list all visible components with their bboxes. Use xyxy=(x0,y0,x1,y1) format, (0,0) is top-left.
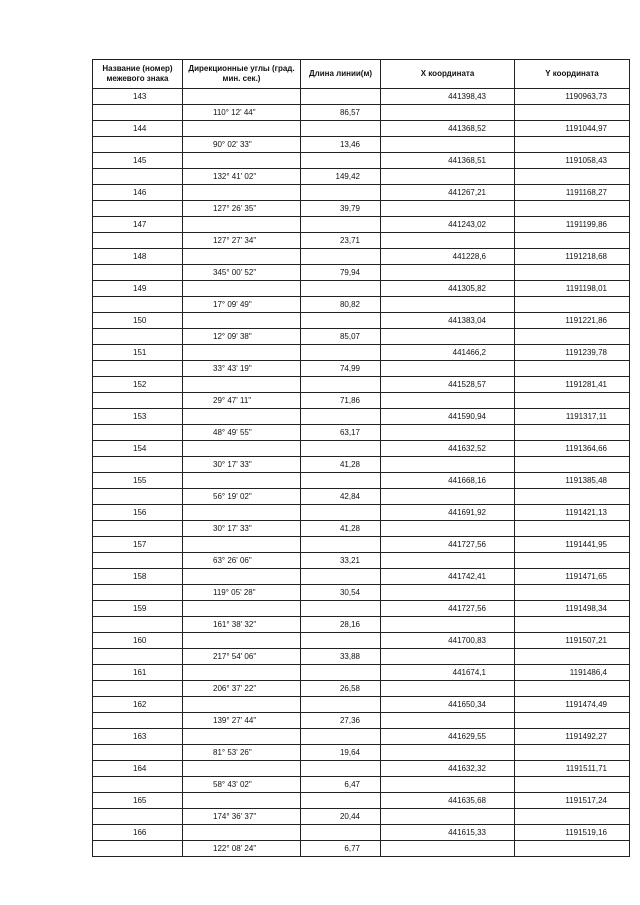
table-row xyxy=(93,713,630,729)
empty-cell xyxy=(183,729,301,745)
header-name: Название (номер) межевого знака xyxy=(93,60,183,89)
empty-cell xyxy=(301,377,381,393)
x-coordinate: 441383,04 xyxy=(381,313,515,329)
empty-cell xyxy=(183,281,301,297)
table-row xyxy=(93,137,630,153)
empty-cell xyxy=(301,601,381,617)
empty-cell xyxy=(515,169,630,185)
direction-angle: 33° 43' 19" xyxy=(183,361,301,377)
empty-cell xyxy=(183,793,301,809)
table-row xyxy=(93,313,630,329)
table-row xyxy=(93,265,630,281)
empty-cell xyxy=(515,841,630,857)
line-length: 33,88 xyxy=(301,649,381,665)
empty-cell xyxy=(381,137,515,153)
empty-cell xyxy=(183,217,301,233)
table-row xyxy=(93,201,630,217)
empty-cell xyxy=(301,473,381,489)
table-body xyxy=(93,89,630,857)
point-name: 163 xyxy=(93,729,183,745)
x-coordinate: 441243,02 xyxy=(381,217,515,233)
empty-cell xyxy=(183,505,301,521)
empty-cell xyxy=(381,233,515,249)
empty-cell xyxy=(93,297,183,313)
table-row xyxy=(93,537,630,553)
empty-cell xyxy=(515,329,630,345)
empty-cell xyxy=(515,137,630,153)
empty-cell xyxy=(93,809,183,825)
y-coordinate: 1191239,78 xyxy=(515,345,630,361)
direction-angle: 127° 27' 34" xyxy=(183,233,301,249)
empty-cell xyxy=(183,409,301,425)
empty-cell xyxy=(93,457,183,473)
empty-cell xyxy=(93,137,183,153)
x-coordinate: 441398,43 xyxy=(381,89,515,105)
direction-angle: 345° 00' 52" xyxy=(183,265,301,281)
empty-cell xyxy=(93,265,183,281)
point-name: 159 xyxy=(93,601,183,617)
empty-cell xyxy=(183,89,301,105)
direction-angle: 110° 12' 44" xyxy=(183,105,301,121)
empty-cell xyxy=(381,713,515,729)
line-length: 23,71 xyxy=(301,233,381,249)
empty-cell xyxy=(93,521,183,537)
line-length: 149,42 xyxy=(301,169,381,185)
empty-cell xyxy=(93,329,183,345)
table-row xyxy=(93,793,630,809)
direction-angle: 139° 27' 44" xyxy=(183,713,301,729)
line-length: 63,17 xyxy=(301,425,381,441)
x-coordinate: 441466,2 xyxy=(381,345,515,361)
table-row xyxy=(93,649,630,665)
table-row xyxy=(93,457,630,473)
table-row xyxy=(93,329,630,345)
table-row xyxy=(93,841,630,857)
table-row xyxy=(93,809,630,825)
y-coordinate: 1191044,97 xyxy=(515,121,630,137)
table-row xyxy=(93,425,630,441)
empty-cell xyxy=(183,473,301,489)
point-name: 165 xyxy=(93,793,183,809)
y-coordinate: 1191364,66 xyxy=(515,441,630,457)
table-row xyxy=(93,105,630,121)
empty-cell xyxy=(301,505,381,521)
empty-cell xyxy=(301,729,381,745)
empty-cell xyxy=(381,329,515,345)
empty-cell xyxy=(301,153,381,169)
x-coordinate: 441700,83 xyxy=(381,633,515,649)
line-length: 42,84 xyxy=(301,489,381,505)
table-row xyxy=(93,553,630,569)
empty-cell xyxy=(381,585,515,601)
empty-cell xyxy=(381,809,515,825)
empty-cell xyxy=(301,345,381,361)
empty-cell xyxy=(515,649,630,665)
empty-cell xyxy=(515,553,630,569)
table-row xyxy=(93,473,630,489)
table-row xyxy=(93,665,630,681)
point-name: 161 xyxy=(93,665,183,681)
table-row xyxy=(93,409,630,425)
line-length: 26,58 xyxy=(301,681,381,697)
y-coordinate: 1191317,11 xyxy=(515,409,630,425)
empty-cell xyxy=(183,153,301,169)
empty-cell xyxy=(515,681,630,697)
boundary-coordinates-table xyxy=(92,59,630,857)
direction-angle: 30° 17' 33" xyxy=(183,457,301,473)
point-name: 149 xyxy=(93,281,183,297)
empty-cell xyxy=(515,233,630,249)
table-row xyxy=(93,249,630,265)
empty-cell xyxy=(381,169,515,185)
y-coordinate: 1191281,41 xyxy=(515,377,630,393)
x-coordinate: 441668,16 xyxy=(381,473,515,489)
empty-cell xyxy=(381,649,515,665)
empty-cell xyxy=(93,361,183,377)
point-name: 156 xyxy=(93,505,183,521)
y-coordinate: 1191385,48 xyxy=(515,473,630,489)
line-length: 6,77 xyxy=(301,841,381,857)
empty-cell xyxy=(183,665,301,681)
empty-cell xyxy=(93,425,183,441)
empty-cell xyxy=(183,601,301,617)
empty-cell xyxy=(301,793,381,809)
direction-angle: 119° 05' 28" xyxy=(183,585,301,601)
table-row xyxy=(93,169,630,185)
line-length: 80,82 xyxy=(301,297,381,313)
empty-cell xyxy=(183,185,301,201)
empty-cell xyxy=(381,361,515,377)
empty-cell xyxy=(381,841,515,857)
empty-cell xyxy=(515,713,630,729)
direction-angle: 90° 02' 33" xyxy=(183,137,301,153)
empty-cell xyxy=(381,201,515,217)
empty-cell xyxy=(515,361,630,377)
x-coordinate: 441528,57 xyxy=(381,377,515,393)
y-coordinate: 1190963,73 xyxy=(515,89,630,105)
empty-cell xyxy=(183,537,301,553)
line-length: 13,46 xyxy=(301,137,381,153)
empty-cell xyxy=(301,121,381,137)
empty-cell xyxy=(301,537,381,553)
empty-cell xyxy=(515,297,630,313)
empty-cell xyxy=(301,697,381,713)
y-coordinate: 1191421,13 xyxy=(515,505,630,521)
point-name: 144 xyxy=(93,121,183,137)
line-length: 30,54 xyxy=(301,585,381,601)
empty-cell xyxy=(93,393,183,409)
table-row xyxy=(93,777,630,793)
coordinates-sheet xyxy=(92,59,629,853)
empty-cell xyxy=(93,649,183,665)
empty-cell xyxy=(183,569,301,585)
direction-angle: 56° 19' 02" xyxy=(183,489,301,505)
x-coordinate: 441632,52 xyxy=(381,441,515,457)
point-name: 160 xyxy=(93,633,183,649)
empty-cell xyxy=(381,393,515,409)
empty-cell xyxy=(301,409,381,425)
table-row xyxy=(93,441,630,457)
empty-cell xyxy=(183,249,301,265)
table-row xyxy=(93,585,630,601)
line-length: 19,64 xyxy=(301,745,381,761)
table-header-row xyxy=(93,60,630,89)
y-coordinate: 1191511,71 xyxy=(515,761,630,777)
y-coordinate: 1191517,24 xyxy=(515,793,630,809)
empty-cell xyxy=(301,185,381,201)
empty-cell xyxy=(381,745,515,761)
direction-angle: 63° 26' 06" xyxy=(183,553,301,569)
empty-cell xyxy=(381,297,515,313)
empty-cell xyxy=(381,489,515,505)
empty-cell xyxy=(515,105,630,121)
x-coordinate: 441635,68 xyxy=(381,793,515,809)
point-name: 146 xyxy=(93,185,183,201)
empty-cell xyxy=(381,105,515,121)
x-coordinate: 441629,55 xyxy=(381,729,515,745)
empty-cell xyxy=(301,249,381,265)
empty-cell xyxy=(93,233,183,249)
empty-cell xyxy=(93,169,183,185)
x-coordinate: 441727,56 xyxy=(381,537,515,553)
y-coordinate: 1191486,4 xyxy=(515,665,630,681)
point-name: 147 xyxy=(93,217,183,233)
line-length: 28,16 xyxy=(301,617,381,633)
header-y: Y координата xyxy=(515,60,630,89)
y-coordinate: 1191168,27 xyxy=(515,185,630,201)
direction-angle: 30° 17' 33" xyxy=(183,521,301,537)
empty-cell xyxy=(381,617,515,633)
x-coordinate: 441590,94 xyxy=(381,409,515,425)
header-angles: Дирекционные углы (град. мин. сек.) xyxy=(183,60,301,89)
empty-cell xyxy=(301,569,381,585)
empty-cell xyxy=(183,761,301,777)
y-coordinate: 1191198,01 xyxy=(515,281,630,297)
table-row xyxy=(93,377,630,393)
empty-cell xyxy=(515,201,630,217)
line-length: 27,36 xyxy=(301,713,381,729)
empty-cell xyxy=(301,217,381,233)
point-name: 150 xyxy=(93,313,183,329)
empty-cell xyxy=(183,697,301,713)
empty-cell xyxy=(93,841,183,857)
empty-cell xyxy=(301,665,381,681)
empty-cell xyxy=(183,441,301,457)
empty-cell xyxy=(381,521,515,537)
empty-cell xyxy=(515,745,630,761)
table-row xyxy=(93,233,630,249)
direction-angle: 132° 41' 02" xyxy=(183,169,301,185)
empty-cell xyxy=(381,553,515,569)
table-row xyxy=(93,281,630,297)
empty-cell xyxy=(183,633,301,649)
empty-cell xyxy=(93,585,183,601)
table-row xyxy=(93,505,630,521)
table-row xyxy=(93,89,630,105)
empty-cell xyxy=(515,265,630,281)
y-coordinate: 1191519,16 xyxy=(515,825,630,841)
empty-cell xyxy=(381,265,515,281)
header-x: X координата xyxy=(381,60,515,89)
x-coordinate: 441368,51 xyxy=(381,153,515,169)
line-length: 41,28 xyxy=(301,521,381,537)
line-length: 6,47 xyxy=(301,777,381,793)
x-coordinate: 441691,92 xyxy=(381,505,515,521)
empty-cell xyxy=(301,89,381,105)
y-coordinate: 1191221,86 xyxy=(515,313,630,329)
empty-cell xyxy=(515,521,630,537)
table-row xyxy=(93,345,630,361)
empty-cell xyxy=(301,441,381,457)
table-row xyxy=(93,153,630,169)
empty-cell xyxy=(93,553,183,569)
direction-angle: 29° 47' 11" xyxy=(183,393,301,409)
point-name: 151 xyxy=(93,345,183,361)
line-length: 20,44 xyxy=(301,809,381,825)
point-name: 162 xyxy=(93,697,183,713)
line-length: 74,99 xyxy=(301,361,381,377)
point-name: 145 xyxy=(93,153,183,169)
x-coordinate: 441228,6 xyxy=(381,249,515,265)
empty-cell xyxy=(183,825,301,841)
direction-angle: 81° 53' 26" xyxy=(183,745,301,761)
empty-cell xyxy=(515,585,630,601)
empty-cell xyxy=(301,761,381,777)
empty-cell xyxy=(301,825,381,841)
y-coordinate: 1191058,43 xyxy=(515,153,630,169)
direction-angle: 12° 09' 38" xyxy=(183,329,301,345)
x-coordinate: 441674,1 xyxy=(381,665,515,681)
x-coordinate: 441615,33 xyxy=(381,825,515,841)
empty-cell xyxy=(93,777,183,793)
empty-cell xyxy=(93,201,183,217)
y-coordinate: 1191498,34 xyxy=(515,601,630,617)
table-row xyxy=(93,217,630,233)
empty-cell xyxy=(515,425,630,441)
direction-angle: 122° 08' 24" xyxy=(183,841,301,857)
table-row xyxy=(93,633,630,649)
empty-cell xyxy=(93,713,183,729)
empty-cell xyxy=(93,105,183,121)
direction-angle: 174° 36' 37" xyxy=(183,809,301,825)
direction-angle: 48° 49' 55" xyxy=(183,425,301,441)
table-row xyxy=(93,617,630,633)
direction-angle: 127° 26' 35" xyxy=(183,201,301,217)
empty-cell xyxy=(515,617,630,633)
x-coordinate: 441727,56 xyxy=(381,601,515,617)
table-row xyxy=(93,697,630,713)
empty-cell xyxy=(381,457,515,473)
table-row xyxy=(93,761,630,777)
x-coordinate: 441368,52 xyxy=(381,121,515,137)
table-row xyxy=(93,825,630,841)
table-row xyxy=(93,489,630,505)
point-name: 143 xyxy=(93,89,183,105)
table-row xyxy=(93,681,630,697)
empty-cell xyxy=(93,617,183,633)
direction-angle: 217° 54' 06" xyxy=(183,649,301,665)
empty-cell xyxy=(381,425,515,441)
line-length: 86,57 xyxy=(301,105,381,121)
empty-cell xyxy=(381,681,515,697)
point-name: 164 xyxy=(93,761,183,777)
y-coordinate: 1191492,27 xyxy=(515,729,630,745)
y-coordinate: 1191218,68 xyxy=(515,249,630,265)
empty-cell xyxy=(183,313,301,329)
empty-cell xyxy=(301,633,381,649)
direction-angle: 17° 09' 49" xyxy=(183,297,301,313)
table-row xyxy=(93,393,630,409)
empty-cell xyxy=(183,377,301,393)
line-length: 39,79 xyxy=(301,201,381,217)
table-row xyxy=(93,297,630,313)
x-coordinate: 441305,82 xyxy=(381,281,515,297)
x-coordinate: 441742,41 xyxy=(381,569,515,585)
table-row xyxy=(93,569,630,585)
point-name: 158 xyxy=(93,569,183,585)
empty-cell xyxy=(515,777,630,793)
y-coordinate: 1191441,95 xyxy=(515,537,630,553)
y-coordinate: 1191474,49 xyxy=(515,697,630,713)
direction-angle: 161° 38' 32" xyxy=(183,617,301,633)
point-name: 153 xyxy=(93,409,183,425)
empty-cell xyxy=(515,393,630,409)
table-row xyxy=(93,361,630,377)
x-coordinate: 441267,21 xyxy=(381,185,515,201)
point-name: 155 xyxy=(93,473,183,489)
line-length: 85,07 xyxy=(301,329,381,345)
table-row xyxy=(93,745,630,761)
empty-cell xyxy=(93,681,183,697)
y-coordinate: 1191471,65 xyxy=(515,569,630,585)
empty-cell xyxy=(183,121,301,137)
x-coordinate: 441632,32 xyxy=(381,761,515,777)
empty-cell xyxy=(515,489,630,505)
point-name: 166 xyxy=(93,825,183,841)
point-name: 154 xyxy=(93,441,183,457)
empty-cell xyxy=(93,745,183,761)
point-name: 148 xyxy=(93,249,183,265)
x-coordinate: 441650,34 xyxy=(381,697,515,713)
direction-angle: 206° 37' 22" xyxy=(183,681,301,697)
empty-cell xyxy=(301,281,381,297)
empty-cell xyxy=(515,809,630,825)
line-length: 79,94 xyxy=(301,265,381,281)
line-length: 71,86 xyxy=(301,393,381,409)
y-coordinate: 1191199,86 xyxy=(515,217,630,233)
line-length: 33,21 xyxy=(301,553,381,569)
empty-cell xyxy=(93,489,183,505)
empty-cell xyxy=(381,777,515,793)
table-row xyxy=(93,521,630,537)
empty-cell xyxy=(515,457,630,473)
table-row xyxy=(93,121,630,137)
y-coordinate: 1191507,21 xyxy=(515,633,630,649)
point-name: 152 xyxy=(93,377,183,393)
table-row xyxy=(93,729,630,745)
direction-angle: 58° 43' 02" xyxy=(183,777,301,793)
empty-cell xyxy=(183,345,301,361)
table-row xyxy=(93,185,630,201)
header-length: Длина линии(м) xyxy=(301,60,381,89)
point-name: 157 xyxy=(93,537,183,553)
empty-cell xyxy=(301,313,381,329)
line-length: 41,28 xyxy=(301,457,381,473)
table-row xyxy=(93,601,630,617)
